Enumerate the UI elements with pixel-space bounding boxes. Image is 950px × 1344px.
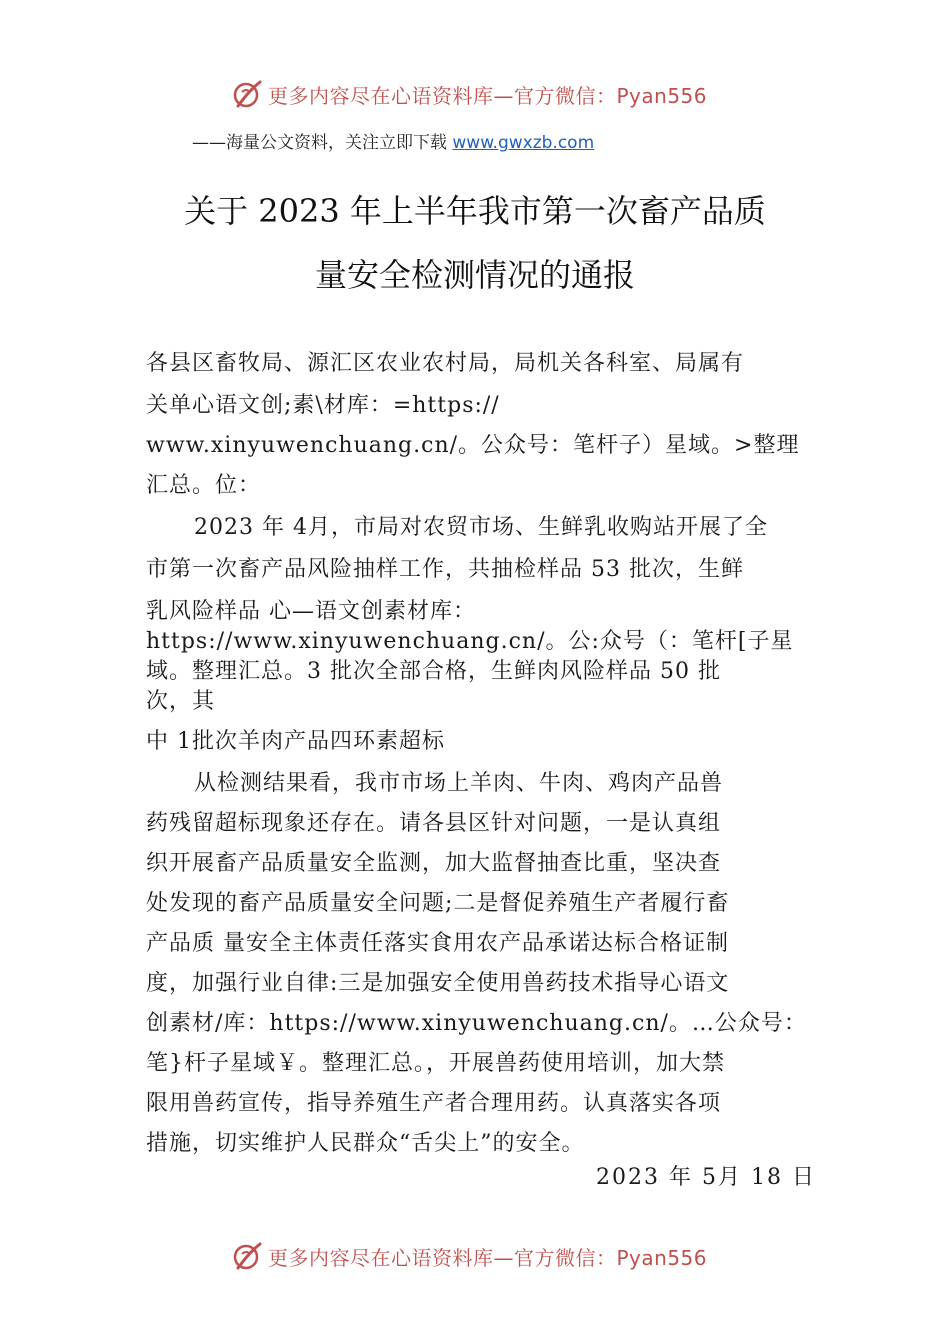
addressee-line: www.xinyuwenchuang.cn/。公众号：笔杆子）星域。>整理 xyxy=(146,433,800,458)
paragraph-line: 域。整理汇总。3 批次全部合格，生鲜肉风险样品 50 批 xyxy=(146,659,721,684)
paragraph-line: 中 1批次羊肉产品四环素超标 xyxy=(146,729,445,754)
addressee-line: 关单心语文创;素\材库：=https:// xyxy=(146,393,500,418)
paragraph-line: 处发现的畜产品质量安全问题;二是督促养殖生产者履行畜 xyxy=(146,891,730,916)
paragraph-line: 药残留超标现象还存在。请各县区针对问题，一是认真组 xyxy=(146,811,722,836)
banner-text: 更多内容尽在心语资料库—官方微信：Pyan556 xyxy=(268,1245,708,1270)
paragraph-line: 乳风险样品 心—语文创素材库： xyxy=(146,599,476,624)
paragraph-line: 创素材/库：https://www.xinyuwenchuang.cn/。…公众号： xyxy=(146,1011,807,1036)
paragraph-line: 产品质 量安全主体责任落实食用农产品承诺达标合格证制 xyxy=(146,931,729,956)
tagline-prefix: ——海量公文资料，关注立即下载 xyxy=(192,133,453,153)
addressee-line: 各县区畜牧局、源汇区农业农村局，局机关各科室、局属有 xyxy=(146,351,745,376)
paragraph-line: 2023 年 4月，市局对农贸市场、生鲜乳收购站开展了全 xyxy=(194,515,768,540)
paragraph-line: 限用兽药宣传，指导养殖生产者合理用药。认真落实各项 xyxy=(146,1091,722,1116)
paragraph-line: https://www.xinyuwenchuang.cn/。公:众号（：笔杆[子星 xyxy=(146,629,794,654)
header-banner xyxy=(232,74,792,114)
addressee-line: 汇总。位： xyxy=(146,473,262,498)
paragraph-line: 从检测结果看，我市市场上羊肉、牛肉、鸡肉产品兽 xyxy=(194,771,724,796)
brush-logo-icon xyxy=(232,1240,264,1272)
tagline xyxy=(192,128,594,154)
paragraph-line: 市第一次畜产品风险抽样工作，共抽检样品 53 批次，生鲜 xyxy=(146,557,744,582)
banner-text: 更多内容尽在心语资料库—官方微信：Pyan556 xyxy=(268,83,708,108)
paragraph-line: 笔}杆子星域￥。整理汇总。，开展兽药使用培训，加大禁 xyxy=(146,1051,725,1076)
paragraph-line: 织开展畜产品质量安全监测，加大监督抽查比重，坚决查 xyxy=(146,851,722,876)
document-date: 2023 年 5月 18 日 xyxy=(596,1165,816,1190)
paragraph-line: 次，其 xyxy=(146,689,216,714)
footer-banner xyxy=(232,1236,792,1276)
paragraph-line: 度，加强行业自律:三是加强安全使用兽药技术指导心语文 xyxy=(146,971,730,996)
paragraph-line: 措施，切实维护人民群众“舌尖上”的安全。 xyxy=(146,1131,585,1156)
document-title-line-1: 关于 2023 年上半年我市第一次畜产品质 xyxy=(184,192,766,230)
download-link[interactable]: www.gwxzb.com xyxy=(452,133,595,153)
brush-logo-icon xyxy=(232,78,264,110)
document-title-line-2: 量安全检测情况的通报 xyxy=(314,256,635,294)
